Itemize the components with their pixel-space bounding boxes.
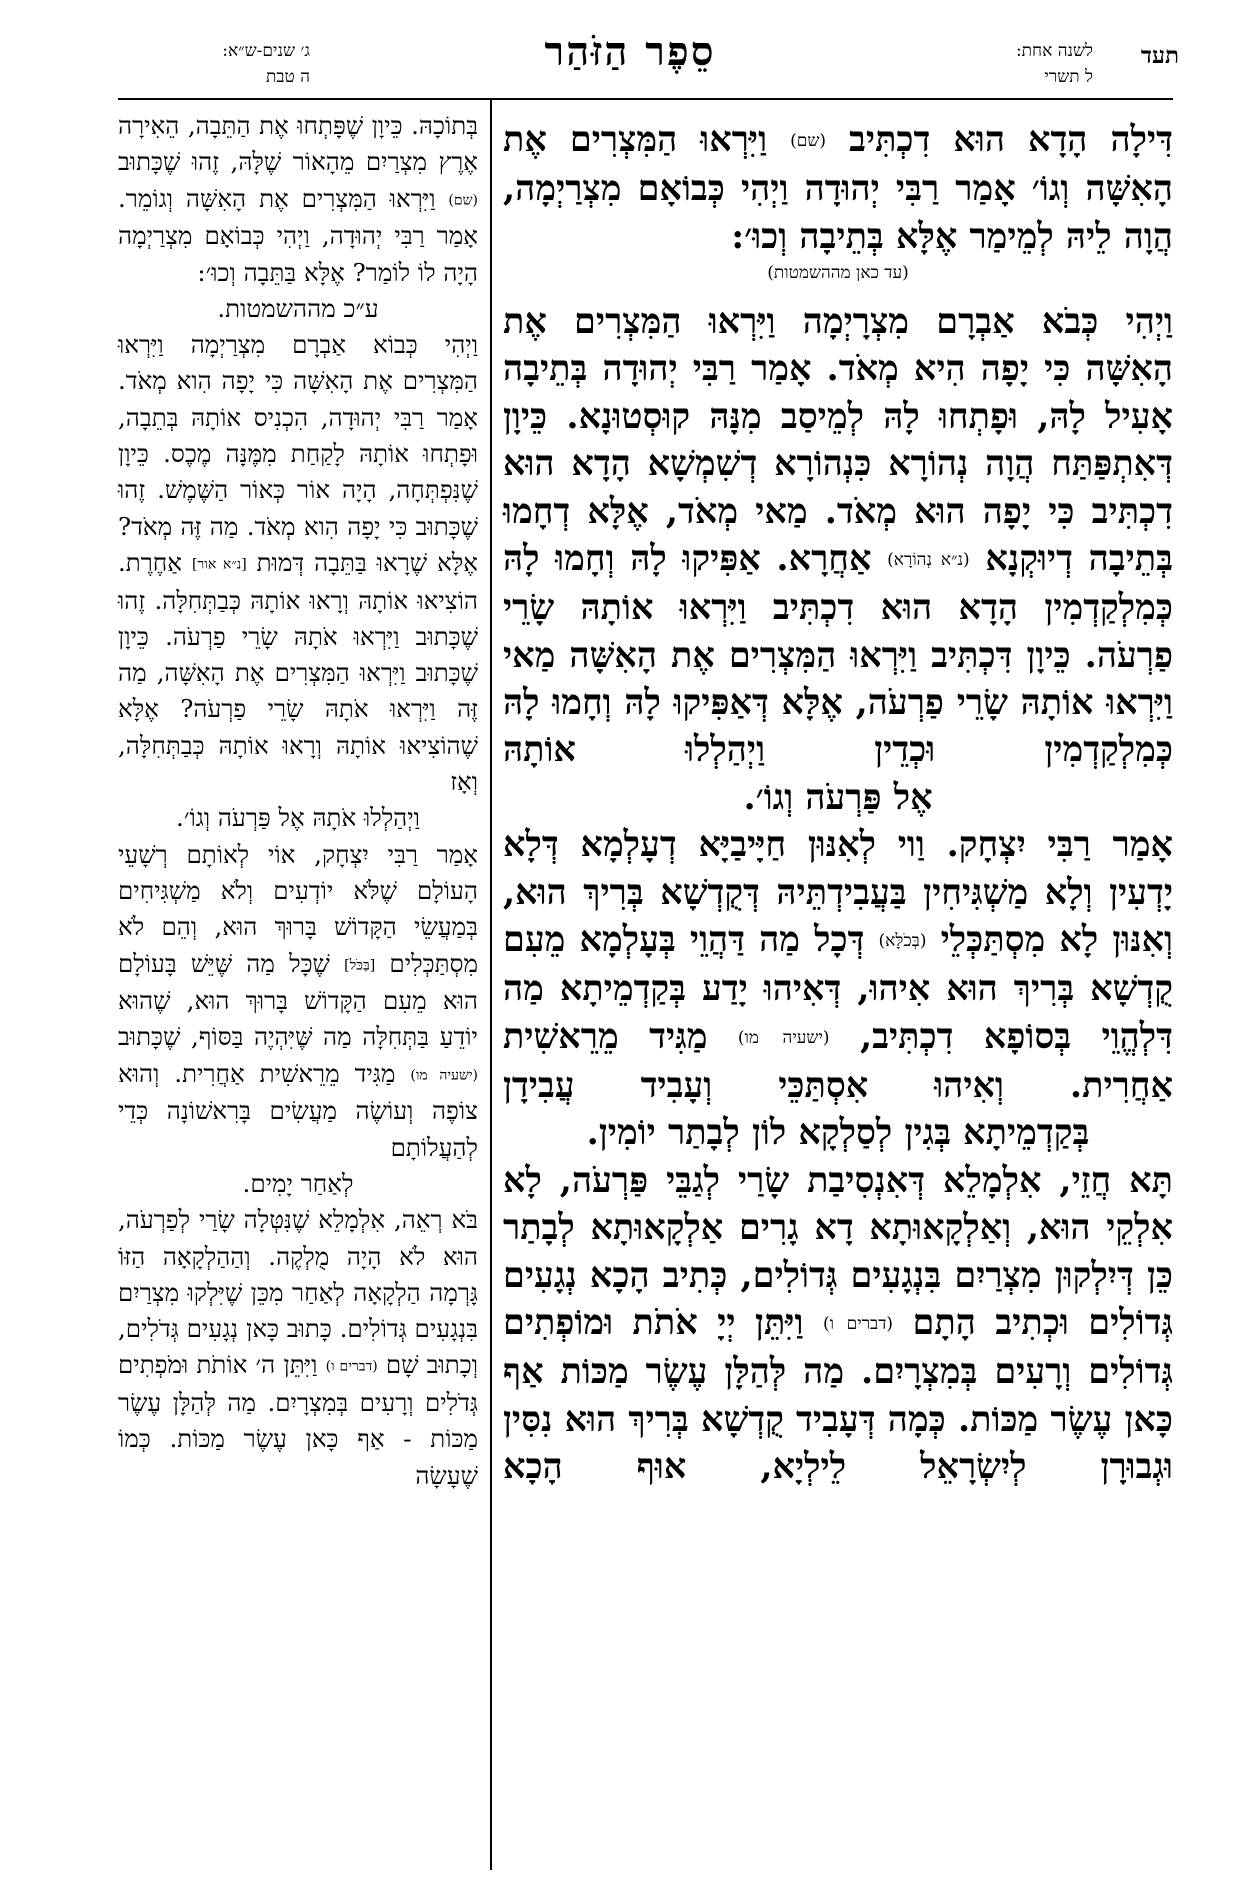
source-ref: (דברים ו) [822,1313,894,1334]
text: אָמַר רַבִּי יִצְחָק, אוֹי לְאוֹתָם רְשָׁעֵי הָעוֹלָם שֶׁלֹּא יוֹדְעִים וְלֹא מַשְׁגִּיחִים בְּמַעֲשֵׂי הַקָּדוֹשׁ בָּרוּךְ הוּא, וְהֵם לֹא מִסְתַּכְּלִים [118,839,478,978]
page-header [0,0,1253,110]
source-ref: (דברים ו) [325,1358,378,1375]
hebrew-paragraph [118,1202,478,1494]
source-ref: (ישעיה מו) [410,1067,479,1084]
hebrew-paragraph [118,837,478,1166]
hebrew-column [118,108,478,1494]
hebrew-paragraph-end: לְאַחַר יָמִים. [242,1168,354,1198]
header-rule [118,98,1173,100]
aramaic-paragraph [503,821,1173,1109]
column-divider [490,100,492,1870]
variant-ref: [בַּכֹּל] [344,956,376,973]
text: וַיְהִי כְּבֹא אַבְרָם מִצְרָיְמָה וַיִּרְאוּ הַמִּצְרִים אֶת הָאִשָּׁה כִּי יָפָה הִיא מְאֹד. אָמַר רַבִּי יְהוּדָה בְּתֵיבָה אָעִיל לָהּ, וּפָתְחוּ לָהּ לְמֵיסַב מִנָּהּ קוּסְטוּנָא. כֵּיוָן דְּאִתְפַּתַּח הֲוָה נְהוֹרָא כִּנְהוֹרָא דְשִׁמְשָׁא הָדָא הוּא דִכְתִּיב כִּי יָפָה הוּא מְאֹד. מַאי מְאֹד, אֶלָּא דְחָמוּ בְּתֵיבָה דְיוּקְנָא [503,301,1173,580]
text: אַחֲרָא. אַפִּיקוּ לָהּ וְחָמוּ לָהּ כְּמִלְקַדְמִין הָדָא הוּא דִכְתִּיב וַיִּרְאוּ אוֹתָהּ שָׂרֵי פַרְעֹה. כֵּיוָן דִּכְתִּיב וַיִּרְאוּ הַמִּצְרִים אֶת הָאִשָּׁה מַאי וַיִּרְאוּ אוֹתָהּ שָׂרֵי פַרְעֹה, אֶלָּא דְּאַפִּיקוּ לָהּ וְחָמוּ לָהּ כְּמִלְקַדְמִין וּכְדֵין וַיְהַלְלוּ אוֹתָהּ [503,538,1173,771]
text: וַיִּתֵּן ה׳ אוֹתֹת וּמֹפְתִים גְּדֹלִים וְרָעִים בְּמִצְרָיִם. מַה לְּהַלָּן עֶשֶׂר מַכּוֹת - אַף כָּאן עֶשֶׂר מַכּוֹת. כְּמוֹ שֶׁעָשָׂה [118,1350,478,1490]
aramaic-column [503,116,1173,1490]
one-year-label: לשנה אחת: [1015,41,1093,61]
three-year-date: ה טבת [265,67,310,87]
text: וַיִּרְאוּ הַמִּצְרִים אֶת הָאִשָּׁה וְגוֹ׳ אָמַר רַבִּי יְהוּדָה וַיְהִי כְּבוֹאָם מִצְרַיְמָה, הֲוָה לֵיהּ לְמֵימַר אֶלָּא בְּתֵיבָה וְכוּ׳: [503,119,1173,257]
hebrew-paragraph-end: וַיְהַלְלוּ אֹתָהּ אֶל פַּרְעֹה וְגוֹ׳. [176,803,420,833]
hebrew-paragraph [118,327,478,800]
three-year-label: ג׳ שנים-ש״א: [222,41,310,61]
text: וַיִּרְאוּ הַמִּצְרִים אֶת הָאִשָּׁה וְגוֹמֵר. אָמַר רַבִּי יְהוּדָה, וַיְהִי כְּבוֹאָם מִצְרַיְמָה הָיָה לוֹ לוֹמַר? אֶלָּא בַּתֵּבָה וְכוּ׳: [118,183,478,287]
one-year-date: ל תשרי [1044,67,1093,87]
hebrew-paragraph [118,108,478,291]
text: בֹּא רְאֵה, אִלְמָלֵא שֶׁנִּטְּלָה שָׂרַי לְפַרְעֹה, הוּא לֹא הָיָה מֻלְקֶה. וְהַהַלְקָאָה הַזּוֹ גָּרְמָה הַלְקָאָה לְאַחַר מִכֵּן שֶׁיִּלְקוּ מִצְרַיִם בִּנְגָעִים גְּדוֹלִים. כָּתוּב כָּאן נְגָעִים גְּדֹלִים, וְכָתוּב שָׁם [118,1205,478,1380]
text: דִּילָה הָדָא הוּא דִכְתִּיב [849,119,1173,160]
text: אָמַר רַבִּי יִצְחָק. וַוי לְאִנּוּן חַיָּיבַיָּא דְעָלְמָא דְּלָא יָדְעִין וְלָא מַשְׁגִּיחִין בַּעֲבִידְתֵּיהּ דְּקֻדְשָׁא בְּרִיךְ הוּא, וְאִנּוּן לָא מִסְתַּכְּלֵי [503,824,1174,961]
text: מַגִּיד מֵרֵאשִׁית אַחֲרִית. וְהוּא צוֹפֶה וְעוֹשֶׂה מַעֲשִׂים בָּרִאשׁוֹנָה כְּדֵי לְהַעֲלוֹתָם [118,1058,478,1162]
aramaic-paragraph [503,1157,1173,1491]
aramaic-paragraph [503,298,1173,774]
variant-ref: (נ״א נְהוֹרָא) [887,549,970,570]
book-title: סֵפֶר הַזֹּהַר [544,28,716,75]
one-year-schedule [1016,38,1093,90]
text: מַגִּיד מֵרֵאשִׁית אַחֲרִית. וְאִיהוּ אִסְתַּכֵּי וְעָבִיד עֲבִידָן [503,1015,1173,1106]
omission-note: ע״כ מההשמטות. [217,293,379,323]
source-ref: (שם) [448,191,478,208]
text: בְּתוֹכָהּ. כֵּיוָן שֶׁפָּתְחוּ אֶת הַתֵּבָה, הֵאִירָה אֶרֶץ מִצְרַיִם מֵהָאוֹר שֶׁלָּהּ, זֶהוּ שֶׁכָּתוּב [118,111,478,177]
spacer [503,290,1173,298]
source-ref: (ישעיה מו) [737,1027,830,1048]
variant-ref: (בְּכֹלָּא) [878,930,927,951]
text: תָּא חֲזֵי, אִלְמָלֵא דְּאִנְסִיבַת שָׂרַי לְגַבֵּי פַּרְעֹה, לָא אִלְקֵי הוּא, וְאַלְקָאוּתָא דָא גָרִים אַלְקָאוּתָא לְבָתַר כֵּן דְּיִלְקוּן מִצְרַיִם בִּנְגָעִים גְּדוֹלִים, כְּתִיב הָכָא נְגָעִים גְּדוֹלִים וּכְתִיב הָתָם [503,1159,1174,1343]
variant-ref: [נ״א אור] [191,556,247,573]
page-number: תעד [1140,42,1179,69]
text: וַיִּתֵּן יְיָ אֹתֹת וּמוֹפְתִים גְּדוֹלִים וְרָעִים בְּמִצְרָיִם. מַה לְּהַלָּן עֶשֶׂר מַכּוֹת אַף כָּאן עֶשֶׂר מַכּוֹת. כְּמָה דְּעָבִיד קֻדְשָׁא בְּרִיךְ הוּא נִסִּין וּגְבוּרָן לְיִשְׂרָאֵל לֵילְיָא, אוּף הָכָא [503,1301,1173,1487]
omission-note: (עד כאן מההשמטות) [767,263,909,284]
aramaic-paragraph-end: אֶל פַּרְעֹה וְגוֹ׳. [743,776,933,818]
aramaic-paragraph [503,116,1173,260]
source-ref: (שם) [790,130,827,151]
text: וַיְהִי כְּבוֹא אַבְרָם מִצְרַיְמָה וַיִּרְאוּ הַמִּצְרִים אֶת הָאִשָּׁה כִּי יָפָה הִוא מְאֹד. אָמַר רַבִּי יְהוּדָה, הִכְנִיס אוֹתָהּ בְּתֵבָה, וּפָתְחוּ אוֹתָהּ לָקַחַת מִמֶּנָּה מֶכֶס. כֵּיוָן שֶׁנִּפְתְּחָה, הָיָה אוֹר כְּאוֹר הַשֶּׁמֶשׁ. זֶהוּ שֶׁכָּתוּב כִּי יָפָה הִוא מְאֹד. מַה זֶּה מְאֹד? אֶלָּא שֶׁרָאוּ בַּתֵּבָה דְּמוּת [118,330,478,577]
aramaic-paragraph-end: בְּקַדְמֵיתָא בְּגִין לְסַלְקָא לוֹן לְבָתַר יוֹמִין. [586,1112,1090,1154]
text: דְּכָל מַה דַּהֲוֵי בְּעָלְמָא מֵעִם קֻדְשָׁא בְּרִיךְ הוּא אִיהוּ, דְּאִיהוּ יָדַע בְּקַדְמֵיתָא מַה דִּלְהֱוֵי בְּסוֹפָא דִכְתִּיב, [503,919,1174,1057]
three-year-schedule [110,38,310,90]
text: שֶׁכָּל מַה שֶּׁיֵּשׁ בָּעוֹלָם הוּא מֵעִם הַקָּדוֹשׁ בָּרוּךְ הוּא, שֶׁהוּא יוֹדֵעַ בַּתְּחִלָּה מַה שֶּׁיִּהְיֶה בַּסּוֹף, שֶׁכָּתוּב [118,948,478,1052]
text: אַחֶרֶת. הוֹצִיאוּ אוֹתָהּ וְרָאוּ אוֹתָהּ כְּבַתְּחִלָּה. זֶהוּ שֶׁכָּתוּב וַיִּרְאוּ אֹתָהּ שָׂרֵי פַרְעֹה. כֵּיוָן שֶׁכָּתוּב וַיִּרְאוּ הַמִּצְרִים אֶת הָאִשָּׁה, מַה זֶּה וַיִּרְאוּ אֹתָהּ שָׂרֵי פַרְעֹה? אֶלָּא שֶׁהוֹצִיאוּ אוֹתָהּ וְרָאוּ אוֹתָהּ כְּבַתְּחִלָּה, וְאָז [118,547,478,797]
